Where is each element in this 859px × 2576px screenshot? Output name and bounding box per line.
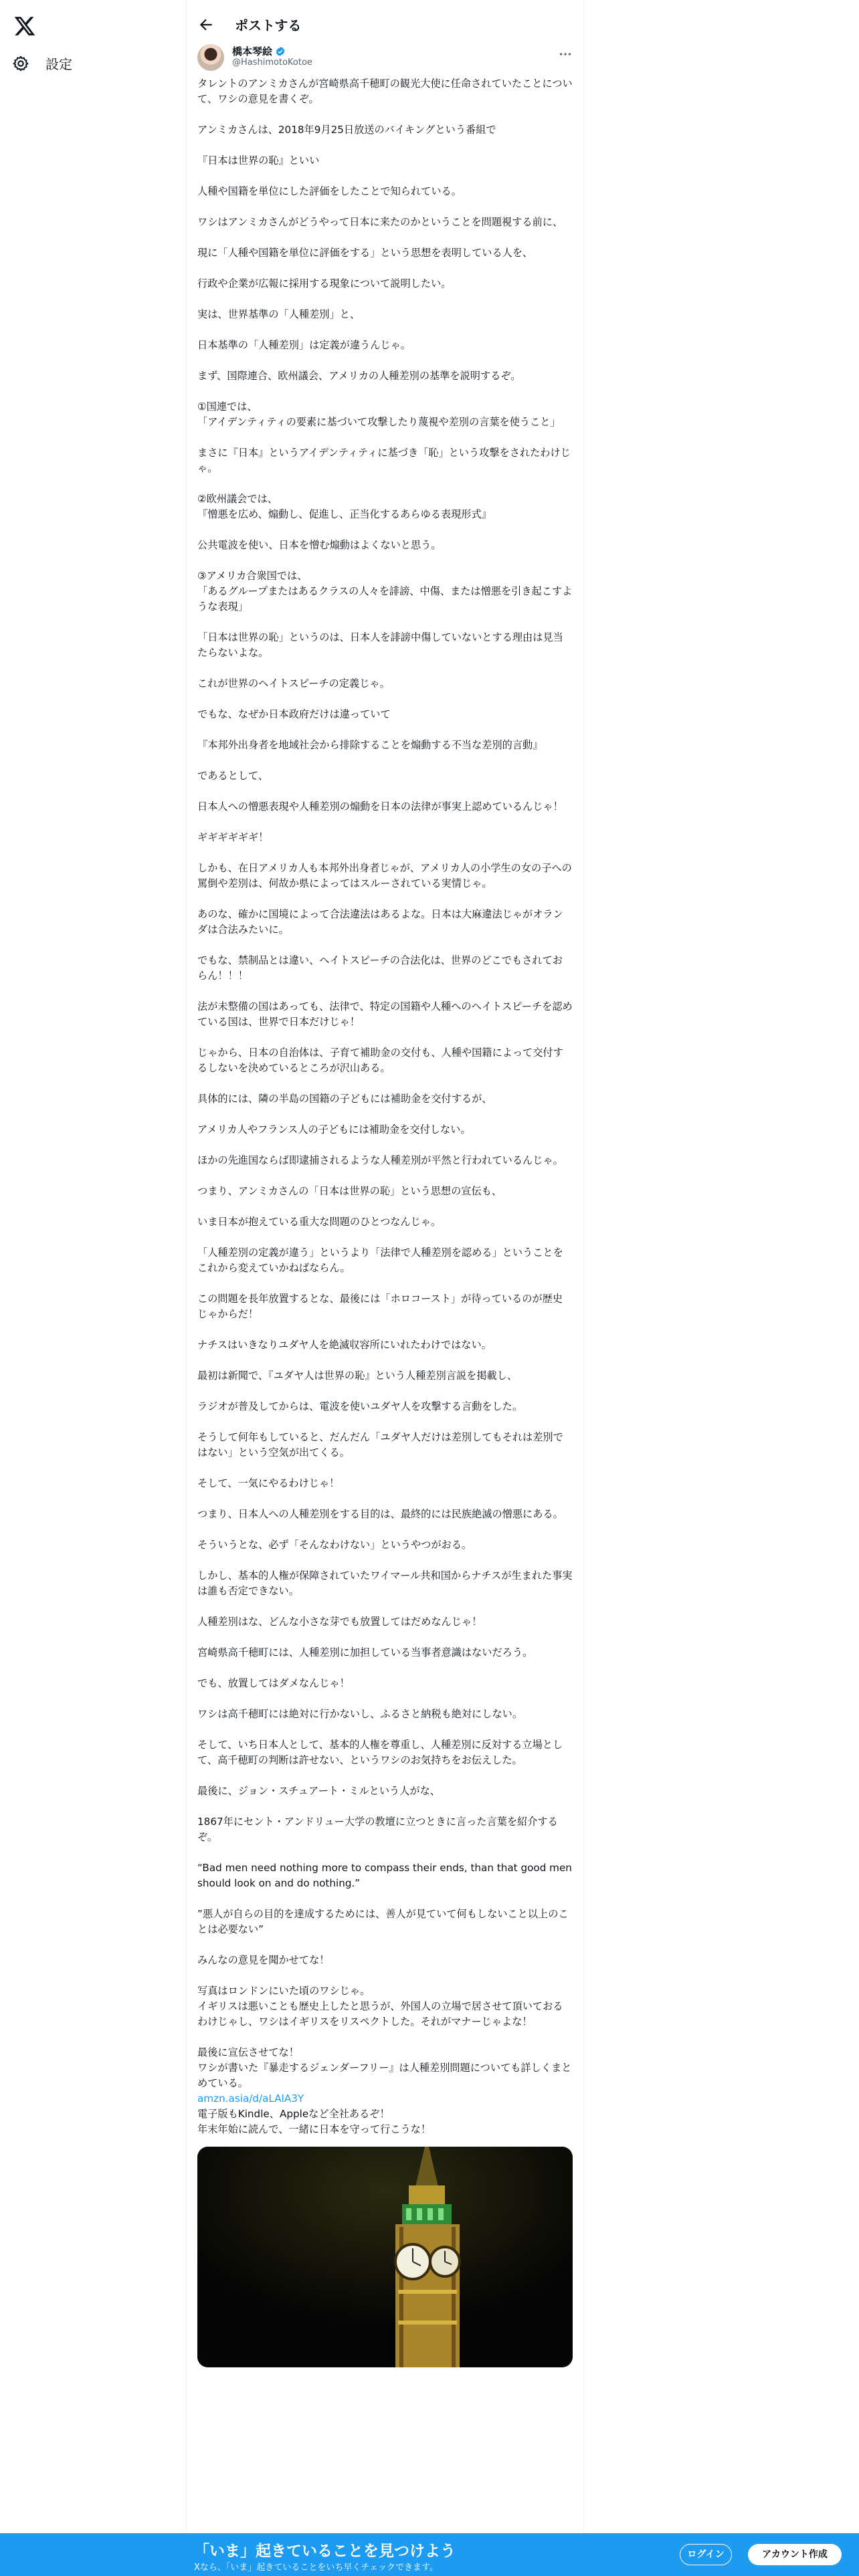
post-paragraph: アメリカ人やフランス人の子どもには補助金を交付しない。 [197,1123,471,1136]
post-paragraph: まず、国際連合、欧州議会、アメリカの人種差別の基準を説明するぞ。 [197,370,521,382]
post-paragraph: そして、いち日本人として、基本的人権を尊重し、人種差別に反対する立場として、高千穂町の判断は許せない、というワシのお気持ちをお伝えした。 [197,1739,563,1766]
author-row [197,45,573,76]
post-paragraph: 具体的には、隣の半島の国籍の子どもには補助金を交付するが、 [197,1093,492,1105]
post-paragraph: 人種差別はな、どんな小さな芽でも放置してはだめなんじゃ！ [197,1616,482,1628]
post-paragraph: 公共電波を使い、日本を憎む煽動はよくないと思う。 [197,539,442,551]
post-paragraph: つまり、日本人への人種差別をする目的は、最終的には民族絶滅の憎悪にある。 [197,1508,563,1520]
amazon-link[interactable]: amzn.asia/d/aLAlA3Y [197,2092,304,2105]
post-paragraph: でも、放置してはダメなんじゃ！ [197,1677,350,1689]
post-paragraph: ②欧州議会では、 『憎悪を広め、煽動し、促進し、正当化するあらゆる表現形式』 [197,493,492,520]
post-paragraph: いま日本が抱えている重大な問題のひとつなんじゃ。 [197,1216,442,1228]
page-title: ポストする [235,17,302,33]
post-image[interactable] [197,2147,573,2367]
post-paragraph: 法が未整備の国はあっても、法律で、特定の国籍や人種へのヘイトスピーチを認めている国は、世界で日本だけじゃ！ [197,1000,573,1028]
post-paragraph: 人種や国籍を単位にした評価をしたことで知られている。 [197,185,462,197]
post-paragraph: ほかの先進国ならば即逮捕されるような人種差別が平然と行われているんじゃ。 [197,1154,563,1166]
left-nav [0,0,186,2576]
post-paragraph: ナチスはいきなりユダヤ人を絶滅収容所にいれたわけではない。 [197,1339,492,1351]
post-paragraph: 日本基準の「人種差別」は定義が違うんじゃ。 [197,339,411,351]
post-paragraph: タレントのアンミカさんが宮崎県高千穂町の観光大使に任命されていたことについて、ワシの意見を書くぞ。 [197,78,573,105]
post-paragraph: ワシは高千穂町には絶対に行かないし、ふるさと納税も絶対にしない。 [197,1708,522,1720]
post-header [187,0,583,49]
post-paragraph: 「日本は世界の恥」というのは、日本人を誹謗中傷していないとする理由は見当たらないよな。 [197,631,563,659]
signup-banner [0,2533,859,2576]
author-handle[interactable]: @HashimotoKotoe [232,58,312,68]
post-after-link-1: 電子版もKindle、Appleなど全社あるぞ！ [197,2108,390,2120]
settings-label: 設定 [45,56,72,72]
post-paragraph: これが世界のヘイトスピーチの定義じゃ。 [197,677,390,689]
banner-title: 「いま」起きていることを見つけよう [194,2543,456,2560]
post-paragraph: ラジオが普及してからは、電波を使いユダヤ人を攻撃する言動をした。 [197,1400,522,1412]
post-paragraph: 『本邦外出身者を地域社会から排除することを煽動する不当な差別的言動』 [197,739,543,751]
post-paragraph: 日本人への憎悪表現や人種差別の煽動を日本の法律が事実上認めているんじゃ！ [197,800,563,813]
post-paragraph: みんなの意見を聞かせてな！ [197,1954,330,1966]
post-paragraph: そして、一気にやるわけじゃ！ [197,1477,340,1489]
post-paragraph: じゃから、日本の自治体は、子育て補助金の交付も、人種や国籍によって交付するしないを決めているところが沢山ある。 [197,1047,563,1074]
post-body [197,76,573,2137]
post-after-link-2: 年末年始に読んで、一緒に日本を守って行こうな！ [197,2123,432,2135]
post-paragraph: そうして何年もしていると、だんだん「ユダヤ人だけは差別してもそれは差別ではない」という空気が出てくる。 [197,1431,563,1459]
post-paragraph: 『日本は世界の恥』といい [197,154,320,167]
post-paragraph: ギギギギギギ！ [197,831,269,843]
post-paragraph: ①国連では、 「アイデンティティの要素に基づいて攻撃したり蔑視や差別の言葉を使うこと」 [197,401,561,428]
post-final-line-2: ワシが書いた『暴走するジェンダーフリー』は人種差別問題についても詳しくまとめている。 [197,2062,572,2089]
post-paragraph: あのな、確かに国境によって合法違法はあるよな。日本は大麻違法じゃがオランダは合法みたいに。 [197,908,563,936]
post-paragraphs [197,76,573,2030]
post-paragraph: つまり、アンミカさんの「日本は世界の恥」という思想の宣伝も、 [197,1185,502,1197]
big-ben-photo [197,2147,573,2367]
author-name[interactable]: 橋本琴絵 [232,45,273,58]
back-arrow-icon[interactable] [197,16,215,33]
post-paragraph: 実は、世界基準の「人種差別」と、 [197,308,360,320]
x-logo-icon[interactable] [13,15,36,37]
avatar[interactable] [197,44,224,71]
post-paragraph: 最後に、ジョン・スチュアート・ミルという人がな、 [197,1785,440,1797]
signup-button[interactable]: アカウント作成 [748,2544,842,2565]
post-paragraph: でもな、なぜか日本政府だけは違っていて [197,708,391,720]
post-paragraph: ③アメリカ合衆国では、 「あるグループまたはあるクラスの人々を誹謗、中傷、または憎悪を引き起こすような表現」 [197,570,573,613]
post-paragraph: そういうとな、必ず「そんなわけない」というやつがおる。 [197,1539,472,1551]
post-paragraph: 写真はロンドンにいた頃のワシじゃ。 イギリスは悪いことも歴史上したと思うが、外国人の立場で居させて頂いておるわけじゃし、ワシはイギリスをリスペクトした。それがマナーじゃよな！ [197,1985,563,2028]
post-paragraph: この問題を長年放置するとな、最後には「ホロコースト」が待っているのが歴史じゃからだ！ [197,1293,563,1320]
more-options-icon[interactable] [558,47,573,62]
post-paragraph: ワシはアンミカさんがどうやって日本に来たのかということを問題視する前に、 [197,216,563,228]
post-paragraph: “Bad men need nothing more to compass their ends, than that good men should look on and do nothing.” [197,1862,572,1889]
post-paragraph: でもな、禁制品とは違い、ヘイトスピーチの合法化は、世界のどこでもされておらん！！！ [197,954,563,982]
verified-badge-icon [275,46,286,57]
post-paragraph: であるとして、 [197,770,269,782]
login-button[interactable]: ログイン [680,2544,732,2565]
post-paragraph: アンミカさんは、2018年9月25日放送のバイキングという番組で [197,124,496,136]
post-paragraph: 最初は新聞で、『ユダヤ人は世界の恥』という人種差別言説を掲載し、 [197,1370,518,1382]
post-final-line-1: 最後に宣伝させてな！ [197,2046,299,2058]
post-paragraph: 宮崎県高千穂町には、人種差別に加担している当事者意識はないだろう。 [197,1646,533,1658]
post-paragraph: 現に「人種や国籍を単位に評価をする」という思想を表明している人を、 [197,247,533,259]
banner-subtitle: Xなら、「いま」起きていることをいち早くチェックできます。 [194,2563,438,2573]
gear-icon [12,55,29,72]
author-name-wrap[interactable] [232,44,286,58]
post-paragraph: まさに『日本』というアイデンティティに基づき「恥」という攻撃をされたわけじゃ。 [197,447,571,474]
main-column [186,0,584,2576]
settings-nav-item[interactable] [12,53,72,73]
post-paragraph: 1867年にセント・アンドリュー大学の教壇に立つときに言った言葉を紹介するぞ。 [197,1816,558,1843]
post-paragraph: 「人種差別の定義が違う」というより「法律で人種差別を認める」ということをこれから変えていかねばならん。 [197,1247,563,1274]
post-paragraph: しかし、基本的人権が保障されていたワイマール共和国からナチスが生まれた事実は誰も否定できない。 [197,1570,573,1597]
post-paragraph: しかも、在日アメリカ人も本邦外出身者じゃが、アメリカ人の小学生の女の子への罵倒や差別は、何故か県によってはスルーされている実情じゃ。 [197,862,572,889]
post-paragraph: ”悪人が自らの目的を達成するためには、善人が見ていて何もしないこと以上のことは必要ない” [197,1908,569,1935]
post-paragraph: 行政や企業が広報に採用する現象について説明したい。 [197,278,452,290]
